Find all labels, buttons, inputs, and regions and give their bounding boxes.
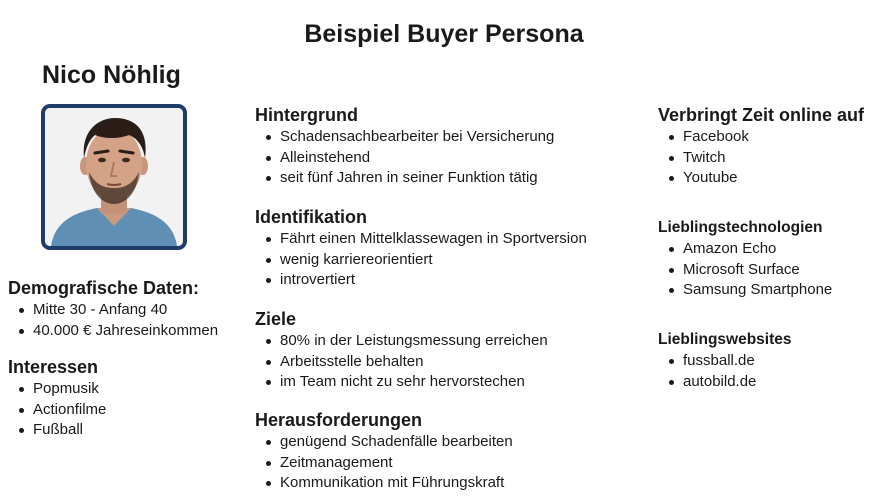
list-item: Twitch <box>658 148 864 169</box>
list-item: seit fünf Jahren in seiner Funktion tätig <box>255 168 554 189</box>
challenges-heading: Herausforderungen <box>255 410 423 430</box>
list-item: Arbeitsstelle behalten <box>255 352 548 373</box>
list-item: Fußball <box>8 420 106 441</box>
list-item: 40.000 € Jahreseinkommen <box>8 321 218 342</box>
list-item: Facebook <box>658 127 864 148</box>
list-item: Youtube <box>658 168 864 189</box>
list-item: Zeitmanagement <box>255 453 513 474</box>
websites-section <box>658 330 792 392</box>
challenges-list <box>255 432 513 494</box>
persona-name: Nico Nöhlig <box>42 61 181 89</box>
websites-list <box>658 351 792 392</box>
technologies-section <box>658 218 832 301</box>
websites-heading: Lieblingswebsites <box>658 331 792 348</box>
list-item: introvertiert <box>255 270 587 291</box>
background-list <box>255 127 554 189</box>
demographics-section <box>8 277 218 341</box>
goals-list <box>255 331 548 393</box>
interests-heading: Interessen <box>8 357 99 377</box>
identification-list <box>255 229 587 291</box>
list-item: Alleinstehend <box>255 148 554 169</box>
goals-heading: Ziele <box>255 309 297 329</box>
background-section <box>255 104 554 189</box>
interests-section <box>8 356 106 441</box>
list-item: Popmusik <box>8 379 106 400</box>
identification-section <box>255 206 587 291</box>
list-item: Microsoft Surface <box>658 260 832 281</box>
background-heading: Hintergrund <box>255 105 358 125</box>
interests-list <box>8 379 106 441</box>
avatar-portrait <box>45 108 183 246</box>
list-item: Actionfilme <box>8 400 106 421</box>
list-item: im Team nicht zu sehr hervorstechen <box>255 372 548 393</box>
online-section <box>658 104 864 189</box>
list-item: Samsung Smartphone <box>658 280 832 301</box>
goals-section <box>255 308 548 393</box>
challenges-section <box>255 409 513 494</box>
page-title: Beispiel Buyer Persona <box>304 20 584 48</box>
list-item: 80% in der Leistungsmessung erreichen <box>255 331 548 352</box>
technologies-heading: Lieblingstechnologien <box>658 219 823 236</box>
demographics-list <box>8 300 218 341</box>
technologies-list <box>658 239 832 301</box>
identification-heading: Identifikation <box>255 207 367 227</box>
demographics-heading: Demografische Daten: <box>8 278 200 298</box>
list-item: genügend Schadenfälle bearbeiten <box>255 432 513 453</box>
persona-photo <box>41 104 187 250</box>
list-item: autobild.de <box>658 372 792 393</box>
list-item: fussball.de <box>658 351 792 372</box>
list-item: Schadensachbearbeiter bei Versicherung <box>255 127 554 148</box>
list-item: Mitte 30 - Anfang 40 <box>8 300 218 321</box>
online-heading: Verbringt Zeit online auf <box>658 105 865 125</box>
list-item: Fährt einen Mittelklassewagen in Sportversion <box>255 229 587 250</box>
list-item: Kommunikation mit Führungskraft <box>255 473 513 494</box>
list-item: wenig karriereorientiert <box>255 250 587 271</box>
list-item: Amazon Echo <box>658 239 832 260</box>
online-list <box>658 127 864 189</box>
